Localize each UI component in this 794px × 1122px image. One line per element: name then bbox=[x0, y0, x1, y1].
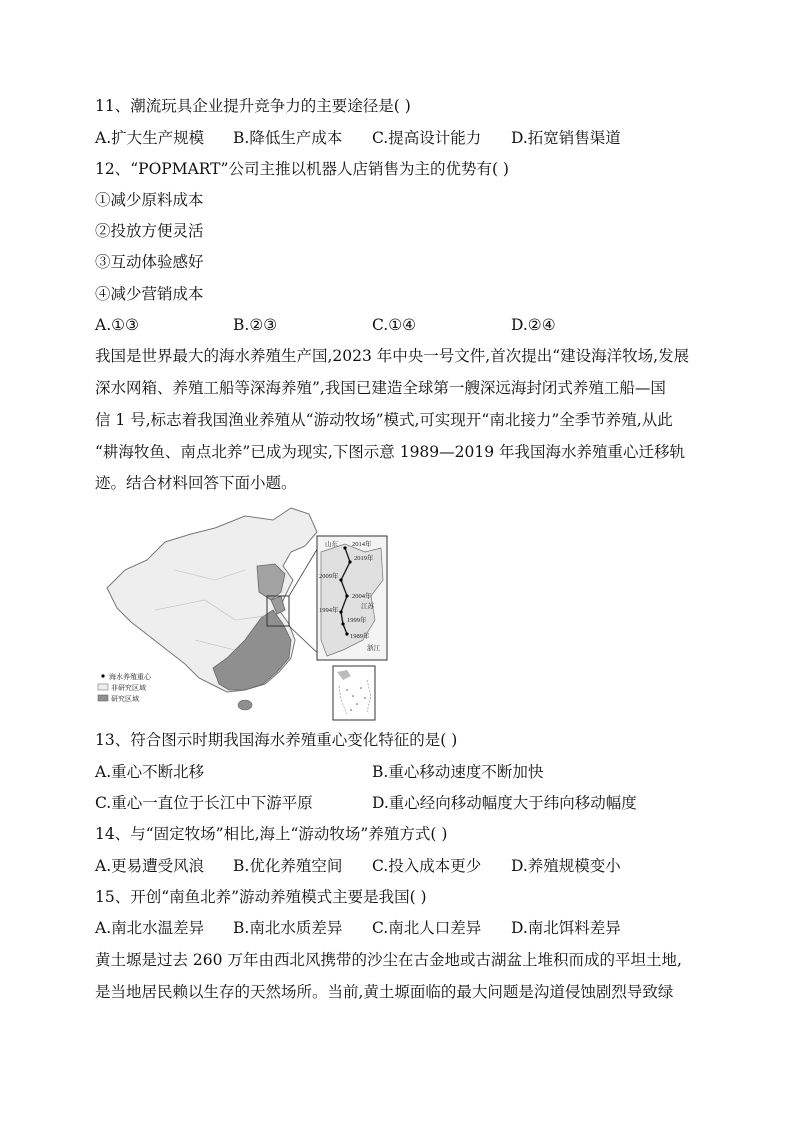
q12-item-4: ④减少营销成本 bbox=[95, 285, 204, 303]
passage1-line-3: 信 1 号,标志着我国渔业养殖从“游动牧场”模式,可实现开“南北接力”全季节养殖,从此 bbox=[95, 411, 673, 429]
q15-option-c: C.南北人口差异 bbox=[372, 919, 482, 937]
q12-option-a: A.①③ bbox=[95, 316, 139, 334]
q11-option-b: B.降低生产成本 bbox=[233, 129, 343, 147]
q13-option-a: A.重心不断北移 bbox=[95, 763, 205, 781]
q13-stem: 13、符合图示时期我国海水养殖重心变化特征的是( ) bbox=[95, 731, 458, 749]
map-year-1999: 1999年 bbox=[347, 617, 367, 624]
q14-stem: 14、与“固定牧场”相比,海上“游动牧场”养殖方式( ) bbox=[95, 825, 448, 843]
q12-option-c: C.①④ bbox=[372, 316, 417, 334]
map-year-1989: 1989年 bbox=[350, 633, 370, 640]
passage1-line-2: 深水网箱、养殖工船等深海养殖”,我国已建造全球第一艘深远海封闭式养殖工船—国 bbox=[95, 379, 666, 397]
q15-stem: 15、开创“南鱼北养”游动养殖模式主要是我国( ) bbox=[95, 888, 427, 906]
map-place-jiangsu: 江苏 bbox=[361, 603, 374, 610]
q15-option-d: D.南北饵料差异 bbox=[511, 919, 621, 937]
q11-option-d: D.拓宽销售渠道 bbox=[511, 129, 621, 147]
q11-option-c: C.提高设计能力 bbox=[372, 129, 482, 147]
q13-option-b: B.重心移动速度不断加快 bbox=[372, 763, 544, 781]
passage2-line-2: 是当地居民赖以生存的天然场所。当前,黄土塬面临的最大问题是沟道侵蚀剧烈导致绿 bbox=[95, 983, 674, 1001]
q14-option-c: C.投入成本更少 bbox=[372, 857, 482, 875]
map-year-2019: 2019年 bbox=[354, 555, 374, 562]
q14-option-b: B.优化养殖空间 bbox=[233, 857, 343, 875]
map-year-2009: 2009年 bbox=[319, 573, 339, 580]
q12-option-b: B.②③ bbox=[233, 316, 278, 334]
hainan-island bbox=[238, 700, 252, 710]
map-svg bbox=[95, 500, 395, 722]
map-year-2004: 2004年 bbox=[352, 593, 372, 600]
q11-stem: 11、潮流玩具企业提升竞争力的主要途径是( ) bbox=[95, 97, 411, 115]
q12-item-2: ②投放方便灵活 bbox=[95, 222, 204, 240]
q15-option-b: B.南北水质差异 bbox=[233, 919, 343, 937]
passage1-line-4: “耕海牧鱼、南点北养”已成为现实,下图示意 1989—2019 年我国海水养殖重心迁移轨 bbox=[95, 443, 686, 461]
q12-option-d: D.②④ bbox=[511, 316, 556, 334]
map-place-zhejiang: 浙江 bbox=[367, 645, 380, 652]
q13-option-d: D.重心经向移动幅度大于纬向移动幅度 bbox=[372, 794, 637, 812]
legend-center: 海水养殖重心 bbox=[109, 673, 151, 681]
q12-item-3: ③互动体验感好 bbox=[95, 253, 204, 271]
map-year-1994: 1994年 bbox=[319, 607, 339, 614]
q15-option-a: A.南北水温差异 bbox=[95, 919, 205, 937]
aquaculture-center-map bbox=[95, 500, 395, 722]
legend-non-study: 非研究区域 bbox=[111, 684, 146, 692]
map-place-shandong: 山东 bbox=[325, 541, 338, 548]
passage2-line-1: 黄土塬是过去 260 万年由西北风携带的沙尘在古金地或古湖盆上堆积而成的平坦土地, bbox=[95, 951, 682, 969]
legend-study: 研究区域 bbox=[111, 695, 139, 703]
map-year-2014: 2014年 bbox=[352, 541, 372, 548]
q14-option-d: D.养殖规模变小 bbox=[511, 857, 621, 875]
passage1-line-5: 迹。结合材料回答下面小题。 bbox=[95, 474, 297, 492]
q14-option-a: A.更易遭受风浪 bbox=[95, 857, 205, 875]
q11-option-a: A.扩大生产规模 bbox=[95, 129, 205, 147]
q13-option-c: C.重心一直位于长江中下游平原 bbox=[95, 794, 313, 812]
q12-stem: 12、“POPMART”公司主推以机器人店销售为主的优势有( ) bbox=[95, 160, 509, 178]
passage1-line-1: 我国是世界最大的海水养殖生产国,2023 年中央一号文件,首次提出“建设海洋牧场,发展 bbox=[95, 347, 690, 365]
q12-item-1: ①减少原料成本 bbox=[95, 191, 204, 209]
